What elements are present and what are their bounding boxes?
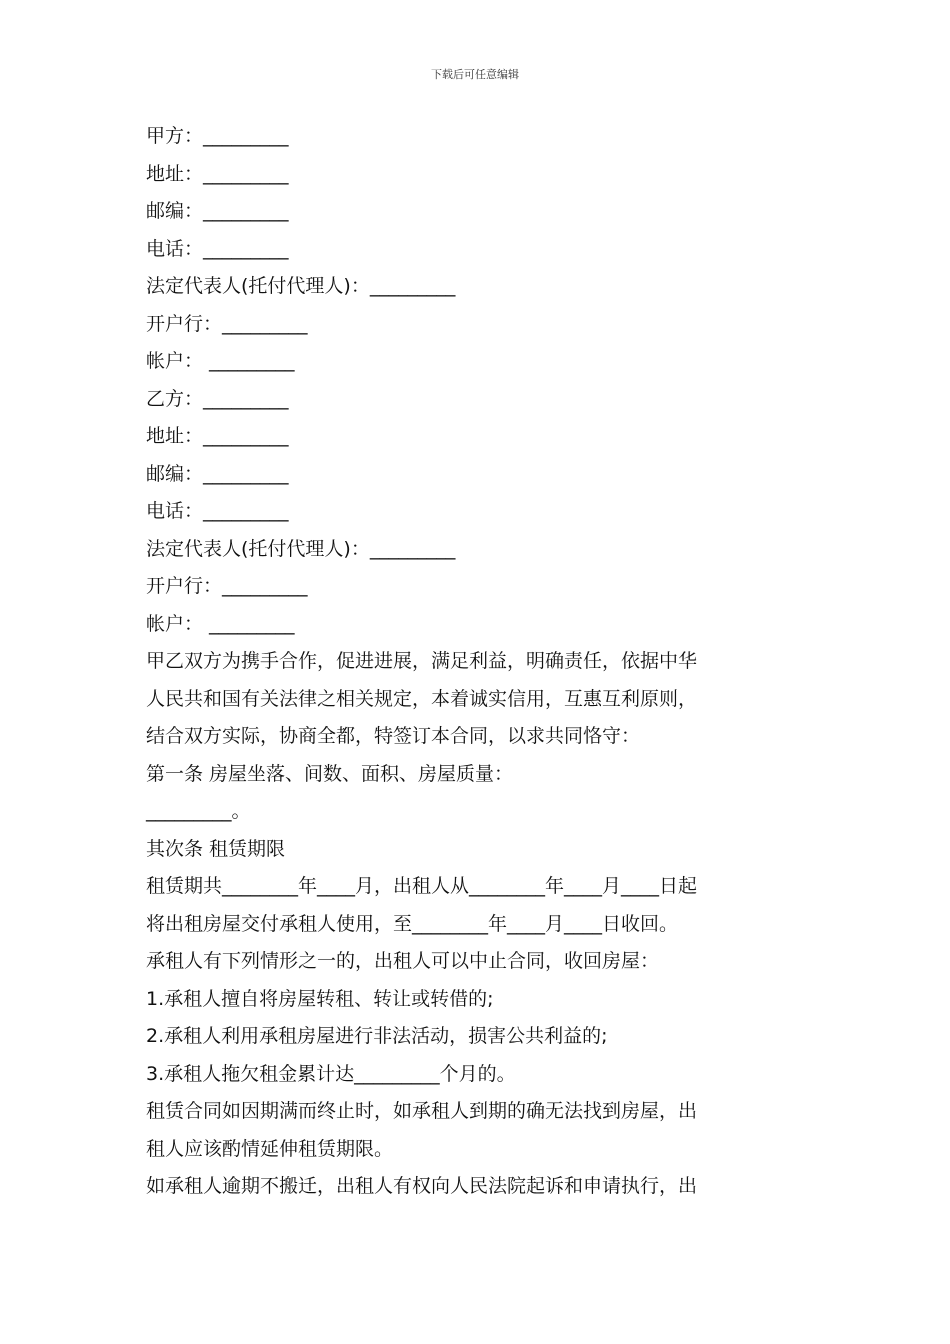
party-a-representative-line: 法定代表人(托付代理人)：_________ <box>146 275 456 297</box>
page-header: 下载后可任意编辑 <box>431 68 519 81</box>
lease-term-line: 租赁期共________年____月，出租人从________年____月____日起 <box>146 875 698 897</box>
party-b-phone-line: 电话：_________ <box>146 500 289 522</box>
preamble-line: 结合双方实际，协商全都，特签订本合同，以求共同恪守： <box>146 725 641 747</box>
party-a-address-line: 地址：_________ <box>146 162 289 185</box>
party-b-representative-line: 法定代表人(托付代理人)：_________ <box>146 537 456 560</box>
extension-line: 租人应该酌情延伸租赁期限。 <box>146 1137 394 1160</box>
document-body <box>146 118 806 1206</box>
party-b-line: 乙方：_________ <box>146 387 289 410</box>
article-1-heading: 第一条 房屋坐落、间数、面积、房屋质量： <box>146 762 514 785</box>
party-a-line: 甲方：_________ <box>146 125 289 147</box>
party-a-phone-line: 电话：_________ <box>146 237 289 260</box>
party-b-address-line: 地址：_________ <box>146 425 289 447</box>
lease-term-line: 将出租房屋交付承租人使用，至________年____月____日收回。 <box>146 912 679 935</box>
party-b-account-line: 帐户： _________ <box>146 612 295 635</box>
party-b-postcode-line: 邮编：_________ <box>146 462 289 485</box>
party-a-account-line: 帐户： _________ <box>146 350 295 372</box>
article-2-heading: 其次条 租赁期限 <box>146 837 286 860</box>
termination-item-2: 2.承租人利用承租房屋进行非法活动，损害公共利益的; <box>146 1025 608 1047</box>
party-a-postcode-line: 邮编：_________ <box>146 200 289 222</box>
party-b-bank-line: 开户行：_________ <box>146 575 308 597</box>
termination-item-1: 1.承租人擅自将房屋转租、转让或转借的; <box>146 987 494 1010</box>
preamble-line: 人民共和国有关法律之相关规定，本着诚实信用，互惠互利原则， <box>146 687 698 710</box>
overdue-line: 如承租人逾期不搬迁，出租人有权向人民法院起诉和申请执行，出 <box>146 1175 698 1197</box>
article-1-blank: _________。 <box>146 800 251 822</box>
termination-item-3: 3.承租人拖欠租金累计达_________个月的。 <box>146 1062 516 1085</box>
extension-line: 租赁合同如因期满而终止时，如承租人到期的确无法找到房屋，出 <box>146 1100 698 1122</box>
termination-intro-line: 承租人有下列情形之一的，出租人可以中止合同，收回房屋： <box>146 950 660 972</box>
preamble-line: 甲乙双方为携手合作，促进进展，满足利益，明确责任，依据中华 <box>146 650 698 672</box>
party-a-bank-line: 开户行：_________ <box>146 312 308 335</box>
